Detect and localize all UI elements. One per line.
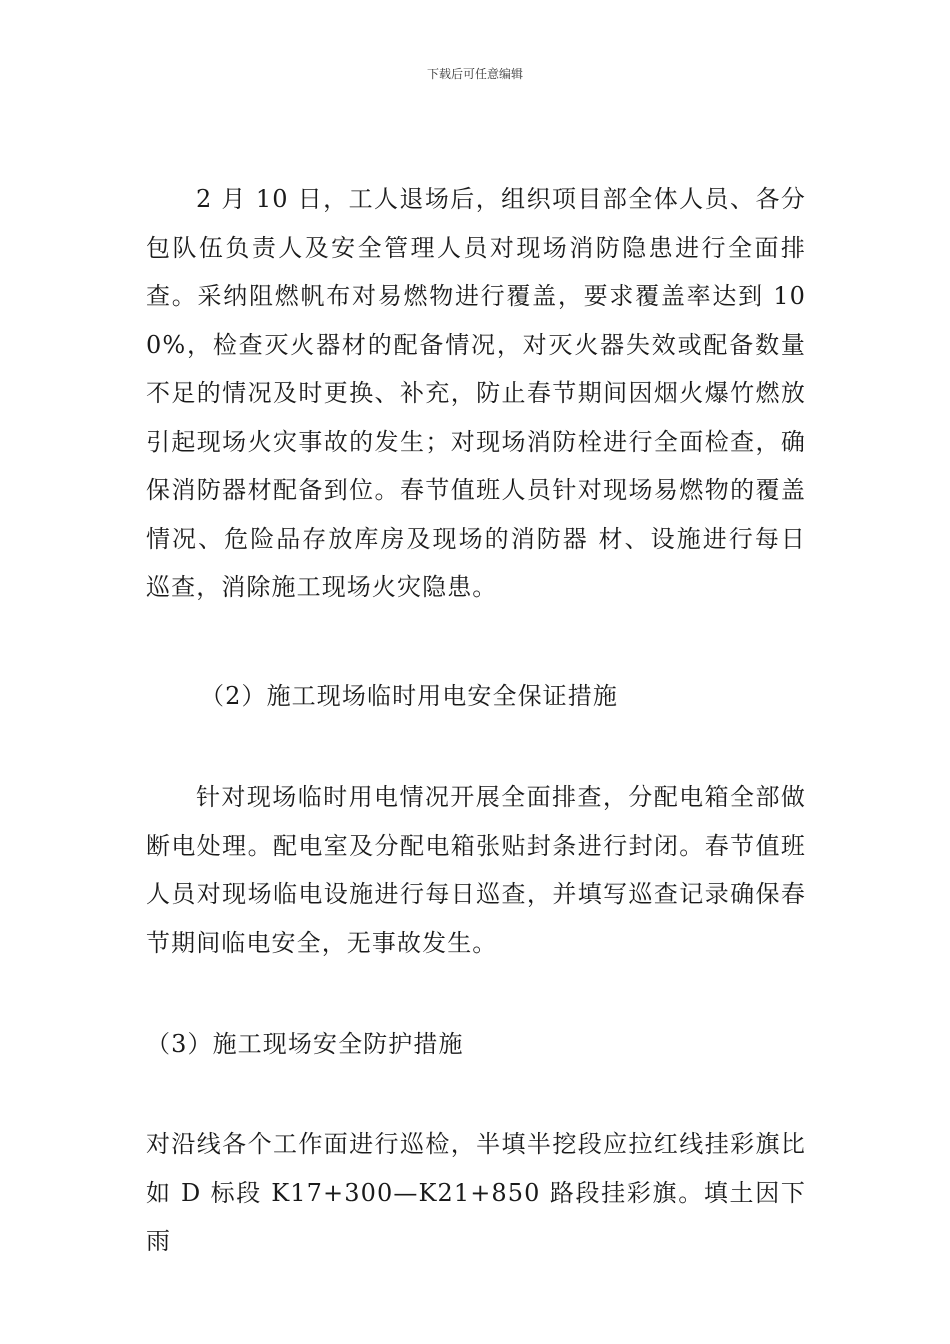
- paragraph-fire-safety: 2 月 10 日，工人退场后，组织项目部全体人员、各分包队伍负责人及安全管理人员对现场消防隐患进行全面排查。采纳阻燃帆布对易燃物进行覆盖，要求覆盖率达到 100%，检查灭火器材的配备情况，对灭火器失效或配备数量不足的情况及时更换、补充，防止春节期间因烟火爆竹燃放引起现场火灾事故的发生；对现场消防栓进行全面检查，确保消防器材配备到位。春节值班人员针对现场易燃物的覆盖情况、危险品存放库房及现场的消防器 材、设施进行每日巡查，消除施工现场火灾隐患。: [146, 185, 806, 601]
- page-header: 下载后可任意编辑: [426, 67, 523, 81]
- paragraph-safety-protection: 对沿线各个工作面进行巡检，半填半挖段应拉红线挂彩旗比如 D 标段 K17+300—K21+850 路段挂彩旗。填土因下雨: [146, 1130, 806, 1255]
- paragraph-temporary-electricity: 针对现场临时用电情况开展全面排查，分配电箱全部做断电处理。配电室及分配电箱张贴封条进行封闭。春节值班人员对现场临电设施进行每日巡查，并填写巡查记录确保春节期间临电安全，无事故发生。: [146, 783, 806, 957]
- section-heading-safety-protection: （3）施工现场安全防护措施: [146, 1030, 464, 1058]
- section-heading-temporary-electricity: （2）施工现场临时用电安全保证措施: [200, 682, 618, 710]
